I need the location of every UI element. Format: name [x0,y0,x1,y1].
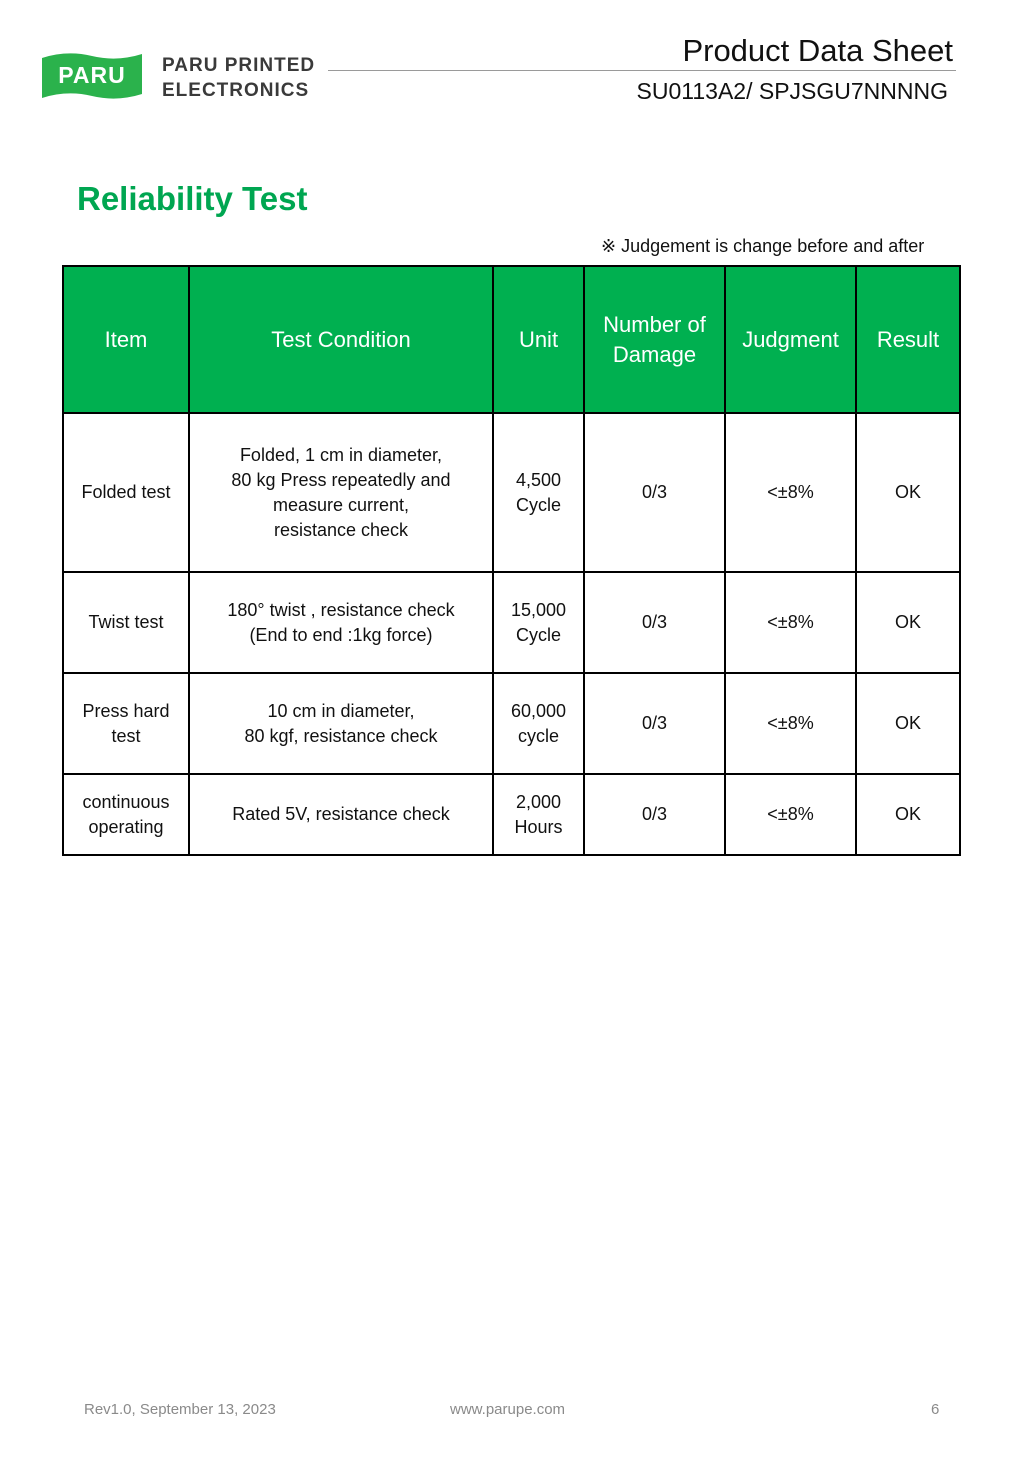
column-header-item: Item [63,266,189,413]
column-header-unit: Unit [493,266,584,413]
table-row [63,673,960,774]
table-row [63,774,960,855]
cell-judgment: <±8% [725,572,856,673]
cell-item: Twist test [63,572,189,673]
footer-revision: Rev1.0, September 13, 2023 [84,1401,276,1418]
cell-result: OK [856,673,960,774]
cell-judgment: <±8% [725,774,856,855]
cell-unit: 15,000 Cycle [493,572,584,673]
footer-website: www.parupe.com [450,1401,566,1418]
table-header-row [63,266,960,413]
cell-result: OK [856,774,960,855]
cell-result: OK [856,572,960,673]
header-divider [328,70,956,71]
cell-unit: 2,000 Hours [493,774,584,855]
cell-number-of-damage: 0/3 [584,673,725,774]
cell-judgment: <±8% [725,413,856,572]
company-name [162,53,362,103]
cell-test-condition: 10 cm in diameter, 80 kgf, resistance check [189,673,493,774]
column-header-result: Result [856,266,960,413]
cell-test-condition: 180° twist , resistance check (End to end :1kg force) [189,572,493,673]
section-title: Reliability Test [77,180,308,217]
cell-item: Folded test [63,413,189,572]
column-header-test-condition: Test Condition [189,266,493,413]
column-header-judgment: Judgment [725,266,856,413]
cell-number-of-damage: 0/3 [584,572,725,673]
cell-item: continuous operating [63,774,189,855]
cell-number-of-damage: 0/3 [584,413,725,572]
table-row [63,572,960,673]
company-name-line2: ELECTRONICS [162,80,310,101]
product-code: SU0113A2/ SPJSGU7NNNNG [636,78,948,104]
cell-item: Press hard test [63,673,189,774]
cell-judgment: <±8% [725,673,856,774]
cell-test-condition: Rated 5V, resistance check [189,774,493,855]
cell-number-of-damage: 0/3 [584,774,725,855]
document-type-title: Product Data Sheet [682,33,953,68]
footer-page-number: 6 [931,1401,940,1418]
column-header-number-of-damage: Number of Damage [584,266,725,413]
judgement-note: ※ Judgement is change before and after [601,236,925,256]
reliability-test-table [62,265,961,856]
logo-mark-text: PARU [58,62,126,88]
cell-result: OK [856,413,960,572]
table-row [63,413,960,572]
company-name-line1: PARU PRINTED [162,55,316,76]
cell-test-condition: Folded, 1 cm in diameter, 80 kg Press repeatedly and measure current, resistance check [189,413,493,572]
cell-unit: 60,000 cycle [493,673,584,774]
cell-unit: 4,500 Cycle [493,413,584,572]
